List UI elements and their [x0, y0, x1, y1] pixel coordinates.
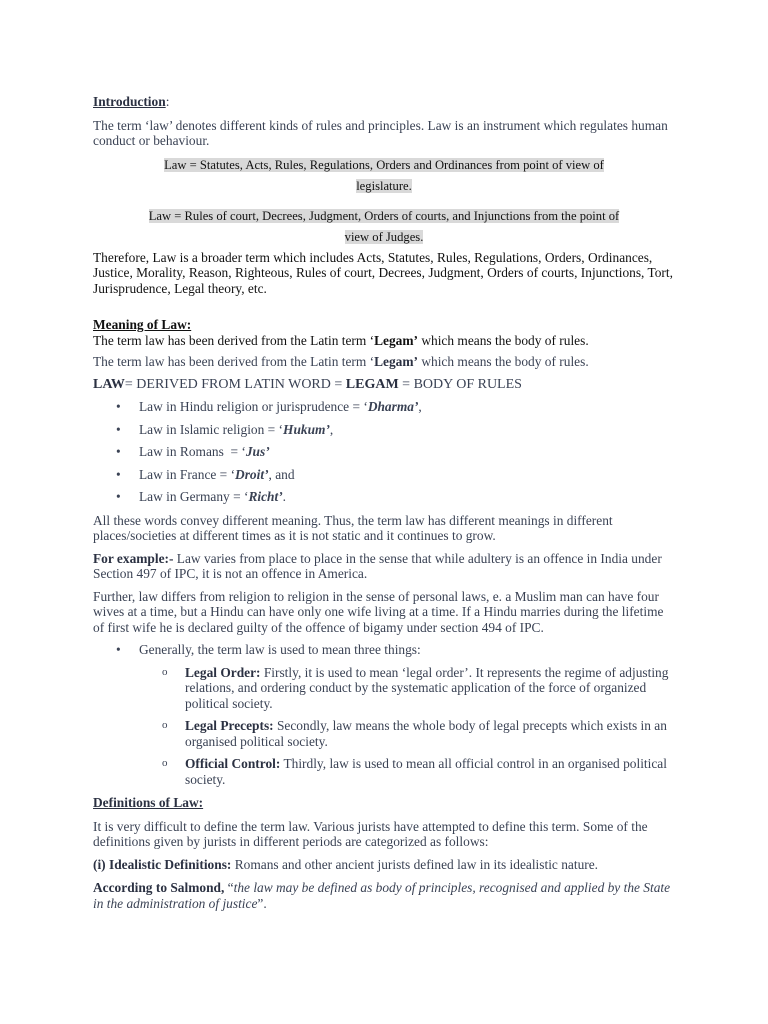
idealistic-text: Romans and other ancient jurists defined law in its idealistic nature.: [231, 856, 599, 872]
sub-list-item: [93, 665, 675, 712]
list-item-text: Law in Hindu religion or jurisprudence = ‘: [139, 399, 368, 414]
sub-item-label: Official Control:: [185, 756, 281, 771]
formula-body: = BODY OF RULES: [398, 376, 522, 392]
document-body: [93, 94, 675, 911]
example-label: For example:-: [93, 550, 174, 566]
example-text: Law varies from place to place in the sense that while adultery is an offence in India under Section 497 of IPC, it is not an offence in America.: [93, 550, 662, 581]
sub-list-item: [93, 718, 675, 749]
list-item-term: Jus’: [245, 444, 270, 459]
judges-definition-box: [93, 206, 675, 248]
derivation-text: The term law has been derived from the Latin term ‘: [93, 354, 375, 369]
legislature-definition-line2: legislature.: [356, 178, 412, 193]
list-item: [93, 642, 675, 658]
derivation-line-b: [93, 354, 675, 370]
list-item: [93, 422, 675, 438]
salmond-quote: the law may be defined as body of principles, recognised and applied by the State in the administration of justice: [93, 880, 671, 911]
judges-definition-line1: Law = Rules of court, Decrees, Judgment, Orders of courts, and Injunctions from the point of: [148, 208, 620, 223]
list-item-suffix: ,: [329, 421, 334, 437]
list-item-text: Law in Germany = ‘: [139, 489, 249, 504]
list-item-term: Hukum’: [283, 421, 330, 437]
three-things-list: [93, 642, 675, 658]
list-item-suffix: ,: [418, 399, 422, 414]
list-item: [93, 399, 675, 415]
bullet-icon: •: [116, 466, 121, 482]
sub-item-text: Secondly, law means the whole body of legal precepts which exists in an organised political society.: [185, 718, 667, 749]
circle-bullet-icon: o: [162, 665, 168, 678]
derivation-text: The term law has been derived from the Latin term ‘: [93, 332, 375, 348]
legam-term: Legam’: [374, 354, 418, 369]
heading-colon: :: [165, 94, 170, 109]
legislature-definition-box: [93, 155, 675, 197]
meaning-heading: Meaning of Law:: [93, 317, 192, 332]
derivation-text: which means the body of rules.: [417, 354, 589, 369]
intro-paragraph: The term ‘law’ denotes different kinds of rules and principles. Law is an instrument which regulates human conduct or behaviour.: [93, 117, 668, 148]
list-item-term: Droit’: [235, 466, 269, 482]
list-item: [93, 489, 675, 505]
bullet-icon: •: [116, 444, 121, 459]
legislature-definition-line1: Law = Statutes, Acts, Rules, Regulations, Orders and Ordinances from point of view of: [164, 157, 604, 172]
broader-term-paragraph: Therefore, Law is a broader term which includes Acts, Statutes, Rules, Regulations, Orders, Ordinances, Justice, Morality, Reason, Righteous, Rules of court, Decrees, Judgment, Orders of courts, Injunctions, Tort, Jurisprudence, Legal theory, etc.: [93, 249, 673, 296]
formula-legam: LEGAM: [345, 376, 399, 392]
quote-close: ”.: [257, 895, 267, 911]
derivation-text: which means the body of rules.: [417, 332, 589, 348]
legam-term: Legam’: [374, 332, 418, 348]
introduction-heading-line: [93, 94, 675, 110]
religion-paragraph: Further, law differs from religion to religion in the sense of personal laws, e. a Muslim man can have four wives at a time, but a Hindu can have only one wife living at a time. If a Hindu marries during the lifetime of first wife he is declared guilty of the offence of bigamy under section 494 of IPC.: [93, 588, 664, 635]
sub-list-item: [93, 756, 675, 787]
list-item-suffix: , and: [268, 466, 295, 482]
convey-meaning-paragraph: All these words convey different meaning. Thus, the term law has different meanings in different places/societies at different times as it is not static and it continues to grow.: [93, 512, 613, 543]
list-item-term: Richt’: [248, 489, 283, 504]
bullet-icon: •: [116, 489, 121, 504]
circle-bullet-icon: o: [162, 719, 168, 731]
sub-item-text: Firstly, it is used to mean ‘legal order’. It represents the regime of adjusting relations, and ordering conduct by the systematic application of the force of organized political society.: [185, 664, 669, 711]
list-item: [93, 467, 675, 483]
introduction-heading: Introduction: [93, 94, 166, 109]
idealistic-paragraph: [93, 857, 675, 873]
list-item-text: Law in France = ‘: [139, 466, 236, 482]
bullet-icon: •: [116, 642, 121, 657]
salmond-label: According to Salmond,: [93, 880, 225, 895]
list-item-text: Generally, the term law is used to mean three things:: [139, 642, 421, 657]
sub-item-label: Legal Precepts:: [185, 718, 274, 733]
list-item-text: Law in Romans = ‘: [139, 444, 246, 459]
definitions-paragraph: It is very difficult to define the term law. Various jurists have attempted to define this term. Some of the definitions given by jurists in different periods are categorized as follows:: [93, 818, 648, 849]
law-names-list: [93, 399, 675, 505]
list-item-suffix: .: [282, 489, 287, 504]
salmond-paragraph: [93, 880, 675, 911]
law-formula-line: [93, 377, 675, 393]
sub-item-label: Legal Order:: [185, 664, 261, 680]
list-item-text: Law in Islamic religion = ‘: [139, 421, 284, 437]
sub-item-text: Thirdly, law is used to mean all official control in an organised political society.: [185, 756, 667, 787]
judges-definition-line2: view of Judges.: [344, 229, 424, 244]
list-item: [93, 444, 675, 460]
formula-derived: = DERIVED FROM LATIN WORD =: [124, 376, 346, 392]
circle-bullet-icon: o: [162, 757, 168, 769]
derivation-line-a: [93, 333, 675, 349]
definitions-heading: Definitions of Law:: [93, 795, 204, 810]
law-meanings-sublist: [93, 665, 675, 788]
list-item-term: Dharma’: [367, 399, 419, 414]
example-paragraph: [93, 551, 675, 582]
formula-law: LAW: [93, 376, 125, 392]
idealistic-label: (i) Idealistic Definitions:: [93, 856, 232, 872]
bullet-icon: •: [116, 399, 121, 414]
quote-open: “: [224, 880, 234, 895]
bullet-icon: •: [116, 421, 121, 437]
